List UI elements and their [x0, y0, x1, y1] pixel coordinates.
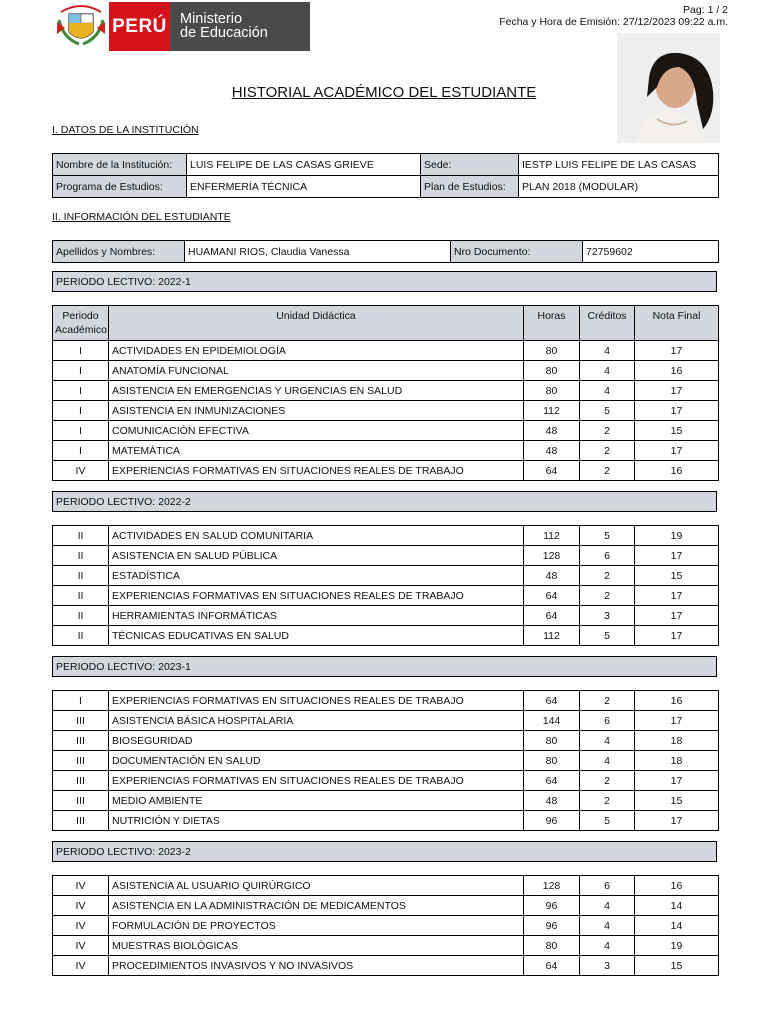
table-row [53, 566, 719, 586]
cell-grade: 15 [635, 791, 719, 811]
cell-unit: ASISTENCIA EN EMERGENCIAS Y URGENCIAS EN SALUD [109, 381, 524, 401]
cell-period: IV [53, 876, 109, 896]
institution-name-value: LUIS FELIPE DE LAS CASAS GRIEVE [187, 154, 421, 176]
table-row [53, 441, 719, 461]
cell-period: I [53, 421, 109, 441]
cell-grade: 17 [635, 606, 719, 626]
cell-period: IV [53, 461, 109, 481]
cell-credits: 2 [580, 691, 635, 711]
table-header-row [53, 306, 719, 341]
cell-unit: MEDIO AMBIENTE [109, 791, 524, 811]
cell-hours: 128 [524, 546, 580, 566]
cell-credits: 6 [580, 546, 635, 566]
cell-credits: 4 [580, 381, 635, 401]
cell-period: I [53, 361, 109, 381]
cell-unit: COMUNICACIÓN EFECTIVA [109, 421, 524, 441]
cell-hours: 64 [524, 771, 580, 791]
cell-period: IV [53, 936, 109, 956]
cell-grade: 16 [635, 691, 719, 711]
cell-hours: 96 [524, 896, 580, 916]
cell-credits: 4 [580, 341, 635, 361]
cell-credits: 5 [580, 526, 635, 546]
table-row [53, 606, 719, 626]
cell-hours: 48 [524, 421, 580, 441]
student-section-title: II. INFORMACIÓN DEL ESTUDIANTE [52, 211, 231, 223]
cell-credits: 2 [580, 421, 635, 441]
cell-credits: 3 [580, 956, 635, 976]
cell-period: II [53, 566, 109, 586]
table-row [53, 691, 719, 711]
cell-unit: HERRAMIENTAS INFORMÁTICAS [109, 606, 524, 626]
cell-period: III [53, 711, 109, 731]
cell-credits: 3 [580, 606, 635, 626]
cell-unit: DOCUMENTACIÓN EN SALUD [109, 751, 524, 771]
emission-info [499, 4, 728, 28]
cell-period: I [53, 691, 109, 711]
table-row [53, 876, 719, 896]
cell-hours: 48 [524, 566, 580, 586]
cell-period: III [53, 771, 109, 791]
cell-period: II [53, 526, 109, 546]
table-row [53, 751, 719, 771]
cell-hours: 128 [524, 876, 580, 896]
table-row [53, 771, 719, 791]
coat-of-arms-icon [53, 2, 109, 51]
cell-credits: 5 [580, 811, 635, 831]
table-row [53, 586, 719, 606]
cell-grade: 14 [635, 916, 719, 936]
table-row [53, 381, 719, 401]
period-header: PERIODO LECTIVO: 2022-2 [52, 491, 717, 512]
cell-credits: 2 [580, 771, 635, 791]
cell-grade: 17 [635, 546, 719, 566]
cell-credits: 4 [580, 361, 635, 381]
table-row [53, 896, 719, 916]
table-row [53, 711, 719, 731]
column-header-period [53, 306, 109, 341]
table-row [53, 791, 719, 811]
table-row [53, 421, 719, 441]
cell-hours: 64 [524, 691, 580, 711]
table-row [53, 626, 719, 646]
cell-hours: 80 [524, 751, 580, 771]
cell-hours: 96 [524, 916, 580, 936]
cell-hours: 64 [524, 461, 580, 481]
table-row [53, 916, 719, 936]
cell-credits: 4 [580, 916, 635, 936]
cell-period: I [53, 441, 109, 461]
column-header-period-l2: Académico [55, 324, 107, 336]
table-row [53, 341, 719, 361]
country-label: PERÚ [109, 2, 170, 51]
ministry-name [170, 2, 310, 51]
cell-unit: ACTIVIDADES EN EPIDEMIOLOGÍA [109, 341, 524, 361]
cell-unit: ASISTENCIA BÁSICA HOSPITALARIA [109, 711, 524, 731]
cell-grade: 16 [635, 361, 719, 381]
column-header-hours: Horas [524, 306, 580, 341]
cell-unit: ANATOMÍA FUNCIONAL [109, 361, 524, 381]
cell-period: II [53, 546, 109, 566]
cell-hours: 64 [524, 586, 580, 606]
cell-hours: 48 [524, 441, 580, 461]
cell-hours: 64 [524, 956, 580, 976]
cell-grade: 17 [635, 771, 719, 791]
cell-unit: FORMULACIÓN DE PROYECTOS [109, 916, 524, 936]
ministry-logo [53, 2, 310, 51]
cell-credits: 2 [580, 461, 635, 481]
institution-section-title: I. DATOS DE LA INSTITUCIÓN [52, 124, 199, 136]
table-row [53, 731, 719, 751]
cell-hours: 112 [524, 526, 580, 546]
cell-unit: EXPERIENCIAS FORMATIVAS EN SITUACIONES REALES DE TRABAJO [109, 771, 524, 791]
cell-credits: 4 [580, 751, 635, 771]
cell-credits: 4 [580, 896, 635, 916]
cell-period: III [53, 751, 109, 771]
cell-grade: 17 [635, 626, 719, 646]
cell-grade: 15 [635, 956, 719, 976]
cell-period: III [53, 731, 109, 751]
cell-credits: 5 [580, 401, 635, 421]
cell-grade: 16 [635, 876, 719, 896]
cell-period: II [53, 626, 109, 646]
cell-unit: ASISTENCIA EN INMUNIZACIONES [109, 401, 524, 421]
cell-unit: ASISTENCIA EN SALUD PÚBLICA [109, 546, 524, 566]
cell-credits: 6 [580, 711, 635, 731]
table-row [53, 956, 719, 976]
institution-table [52, 153, 719, 198]
plan-label: Plan de Estudios: [421, 176, 519, 198]
cell-hours: 48 [524, 791, 580, 811]
cell-credits: 2 [580, 441, 635, 461]
table-row [53, 361, 719, 381]
document-label: Nro Documento: [451, 241, 583, 263]
cell-period: II [53, 586, 109, 606]
table-row [53, 401, 719, 421]
cell-hours: 64 [524, 606, 580, 626]
column-header-unit: Unidad Didáctica [109, 306, 524, 341]
cell-hours: 112 [524, 626, 580, 646]
cell-credits: 2 [580, 586, 635, 606]
cell-credits: 6 [580, 876, 635, 896]
sede-label: Sede: [421, 154, 519, 176]
courses-table [52, 525, 719, 646]
cell-credits: 2 [580, 791, 635, 811]
cell-hours: 80 [524, 381, 580, 401]
cell-unit: ASISTENCIA EN LA ADMINISTRACIÓN DE MEDICAMENTOS [109, 896, 524, 916]
cell-credits: 5 [580, 626, 635, 646]
cell-period: II [53, 606, 109, 626]
table-row [53, 936, 719, 956]
table-row [53, 811, 719, 831]
column-header-grade: Nota Final [635, 306, 719, 341]
cell-grade: 19 [635, 526, 719, 546]
cell-grade: 14 [635, 896, 719, 916]
cell-period: I [53, 341, 109, 361]
ministry-line-2: de Educación [180, 25, 268, 41]
cell-grade: 18 [635, 731, 719, 751]
cell-credits: 4 [580, 731, 635, 751]
cell-grade: 17 [635, 711, 719, 731]
cell-unit: TÉCNICAS EDUCATIVAS EN SALUD [109, 626, 524, 646]
cell-hours: 112 [524, 401, 580, 421]
cell-period: III [53, 791, 109, 811]
cell-unit: MATEMÁTICA [109, 441, 524, 461]
program-value: ENFERMERÍA TÉCNICA [187, 176, 421, 198]
cell-period: I [53, 381, 109, 401]
cell-grade: 15 [635, 566, 719, 586]
courses-table [52, 875, 719, 976]
column-header-credits: Créditos [580, 306, 635, 341]
cell-unit: PROCEDIMIENTOS INVASIVOS Y NO INVASIVOS [109, 956, 524, 976]
page-title: HISTORIAL ACADÉMICO DEL ESTUDIANTE [231, 84, 537, 101]
program-label: Programa de Estudios: [53, 176, 187, 198]
cell-hours: 144 [524, 711, 580, 731]
cell-credits: 2 [580, 566, 635, 586]
cell-hours: 80 [524, 936, 580, 956]
cell-credits: 4 [580, 936, 635, 956]
cell-grade: 18 [635, 751, 719, 771]
table-row [53, 526, 719, 546]
period-header: PERIODO LECTIVO: 2022-1 [52, 271, 717, 292]
cell-unit: EXPERIENCIAS FORMATIVAS EN SITUACIONES REALES DE TRABAJO [109, 691, 524, 711]
cell-grade: 16 [635, 461, 719, 481]
cell-period: IV [53, 896, 109, 916]
cell-grade: 17 [635, 586, 719, 606]
cell-period: III [53, 811, 109, 831]
cell-period: IV [53, 956, 109, 976]
institution-name-label: Nombre de la Institución: [53, 154, 187, 176]
cell-unit: ESTADÍSTICA [109, 566, 524, 586]
cell-hours: 80 [524, 341, 580, 361]
cell-unit: MUESTRAS BIOLÓGICAS [109, 936, 524, 956]
cell-unit: ACTIVIDADES EN SALUD COMUNITARIA [109, 526, 524, 546]
cell-unit: EXPERIENCIAS FORMATIVAS EN SITUACIONES REALES DE TRABAJO [109, 461, 524, 481]
cell-grade: 17 [635, 441, 719, 461]
student-table [52, 240, 719, 263]
student-name-label: Apellidos y Nombres: [53, 241, 185, 263]
cell-grade: 19 [635, 936, 719, 956]
cell-grade: 17 [635, 381, 719, 401]
sede-value: IESTP LUIS FELIPE DE LAS CASAS [519, 154, 719, 176]
document-value: 72759602 [583, 241, 719, 263]
cell-grade: 17 [635, 401, 719, 421]
cell-unit: BIOSEGURIDAD [109, 731, 524, 751]
cell-period: I [53, 401, 109, 421]
cell-unit: EXPERIENCIAS FORMATIVAS EN SITUACIONES REALES DE TRABAJO [109, 586, 524, 606]
table-row [53, 546, 719, 566]
period-header: PERIODO LECTIVO: 2023-1 [52, 656, 717, 677]
courses-table [52, 305, 719, 481]
cell-grade: 17 [635, 811, 719, 831]
cell-unit: NUTRICIÓN Y DIETAS [109, 811, 524, 831]
table-row [53, 461, 719, 481]
cell-grade: 17 [635, 341, 719, 361]
cell-grade: 15 [635, 421, 719, 441]
column-header-period-l1: Periodo [62, 310, 99, 322]
plan-value: PLAN 2018 (MODULAR) [519, 176, 719, 198]
cell-hours: 80 [524, 361, 580, 381]
cell-unit: ASISTENCIA AL USUARIO QUIRÚRGICO [109, 876, 524, 896]
cell-period: IV [53, 916, 109, 936]
cell-hours: 96 [524, 811, 580, 831]
cell-hours: 80 [524, 731, 580, 751]
page-number: Pag: 1 / 2 [683, 4, 728, 16]
ministry-line-1: Ministerio [180, 11, 243, 27]
emission-datetime: Fecha y Hora de Emisión: 27/12/2023 09:22 a.m. [499, 16, 728, 28]
courses-table [52, 690, 719, 831]
student-name-value: HUAMANI RIOS, Claudia Vanessa [185, 241, 451, 263]
period-header: PERIODO LECTIVO: 2023-2 [52, 841, 717, 862]
